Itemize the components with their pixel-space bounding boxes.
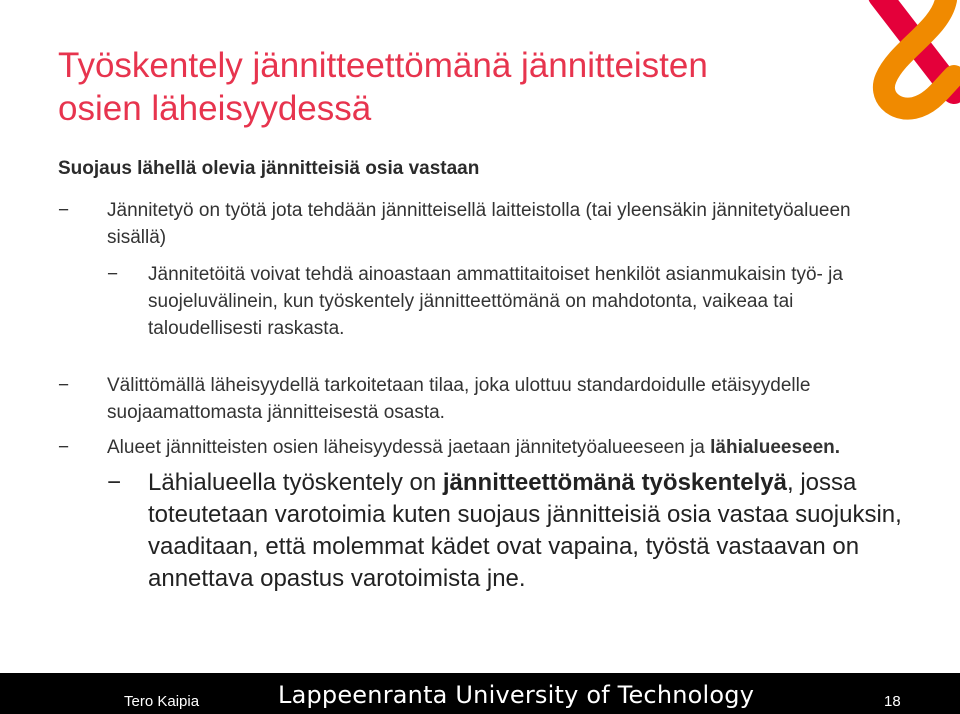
dash-marker: − [58,375,70,396]
dash-marker: − [107,469,122,496]
bullet-2-text: Välittömällä läheisyydellä tarkoitetaan tilaa, joka ulottuu standardoidulle etäisyydelle suojaamattomasta jännitteisestä osasta. [107,375,811,423]
bullet-3-1-bold: jännitteettömänä työskentelyä [442,469,787,496]
dash-marker: − [107,264,119,285]
subheading: Suojaus lähellä olevia jännitteisiä osia vastaan [58,158,480,179]
bullet-3 [58,434,908,461]
title-line-1: Työskentely jännitteettömänä jännitteisten [58,46,708,85]
bullet-1 [58,197,908,251]
slide-content [58,155,908,595]
bullet-1-1-text: Jännitetöitä voivat tehdä ainoastaan ammattitaitoiset henkilöt asianmukaisin työ- ja suojeluvälinein, kun työskentely jännitteettömänä on mahdotonta, vaikeaa tai taloudellisesti raskasta. [148,264,843,339]
page-number: 18 [884,693,901,710]
bullet-3-1 [58,467,908,595]
bullet-2 [58,372,908,426]
bullet-3-1-post: , jossa toteutetaan varotoimia kuten suojaus jännitteisiä osia vastaa suojuksin, vaaditaan, että molemmat kädet ovat vapaina, työstä vastaavan on annettava opastus varotoimista jne. [148,469,902,592]
dash-marker: − [58,200,70,221]
slide-title [58,44,818,130]
bullet-3-1-pre: Lähialueella työskentely on [148,469,443,496]
bullet-1-text: Jännitetyö on työtä jota tehdään jännitteisellä laitteistolla (tai yleensäkin jännitetyöalueen sisällä) [107,200,851,248]
bullet-1-1 [58,261,908,342]
footer-university-name: Lappeenranta University of Technology [278,681,755,709]
footer-author: Tero Kaipia [124,693,200,710]
footer-bar [0,673,960,714]
bullet-3-text: Alueet jännitteisten osien läheisyydessä jaetaan jännitetyöalueeseen ja [107,437,711,458]
title-line-2: osien läheisyydessä [58,89,372,128]
lut-ampersand-logo-icon [858,0,960,130]
dash-marker: − [58,437,70,458]
bullet-3-bold: lähialueeseen. [710,437,841,458]
